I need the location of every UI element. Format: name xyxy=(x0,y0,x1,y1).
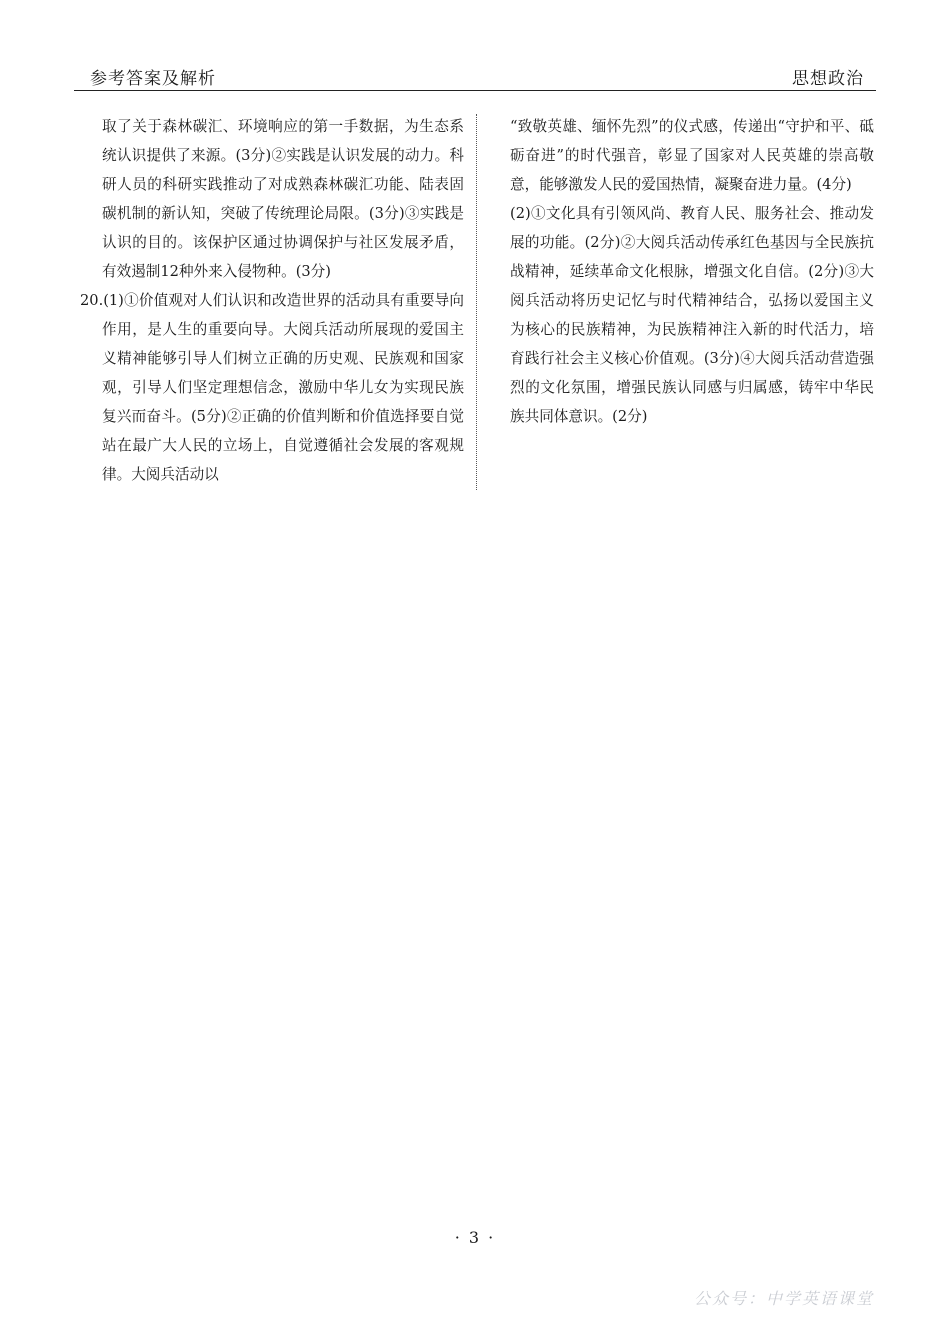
header-subject: 思想政治 xyxy=(792,69,864,89)
answer-paragraph: (2)①文化具有引领风尚、教育人民、服务社会、推动发展的功能。(2分)②大阅兵活动传承红色基因与全民族抗战精神，延续革命文化根脉，增强文化自信。(2分)③大阅兵活动将历史记忆与时代精神结合，弘扬以爱国主义为核心的民族精神，为民族精神注入新的时代活力，培育践行社会主义核心价值观。(3分)④大阅兵活动营造强烈的文化氛围，增强民族认同感与归属感，铸牢中华民族共同体意识。(2分) xyxy=(510,205,874,425)
answer-paragraph: 20.(1)①价值观对人们认识和改造世界的活动具有重要导向作用，是人生的重要向导。大阅兵活动所展现的爱国主义精神能够引导人们树立正确的历史观、民族观和国家观，引导人们坚定理想信念，激励中华儿女为实现民族复兴而奋斗。(5分)②正确的价值判断和价值选择要自觉站在最广大人民的立场上，自觉遵循社会发展的客观规律。大阅兵活动以 xyxy=(80,292,464,483)
left-column xyxy=(80,112,464,489)
right-column xyxy=(510,112,874,431)
answer-paragraph: 取了关于森林碳汇、环境响应的第一手数据，为生态系统认识提供了来源。(3分)②实践是认识发展的动力。科研人员的科研实践推动了对成熟森林碳汇功能、陆表固碳机制的新认知，突破了传统理论局限。(3分)③实践是认识的目的。该保护区通过协调保护与社区发展矛盾，有效遏制12种外来入侵物种。(3分) xyxy=(102,118,464,280)
column-divider xyxy=(476,114,477,490)
answer-paragraph: “致敬英雄、缅怀先烈”的仪式感，传递出“守护和平、砥砺奋进”的时代强音，彰显了国家对人民英雄的崇高敬意，能够激发人民的爱国热情，凝聚奋进力量。(4分) xyxy=(510,118,874,193)
page-number: · 3 · xyxy=(454,1228,496,1247)
page-header xyxy=(74,60,876,91)
watermark: 公众号：中学英语课堂 xyxy=(693,1289,874,1308)
header-title: 参考答案及解析 xyxy=(90,69,216,89)
